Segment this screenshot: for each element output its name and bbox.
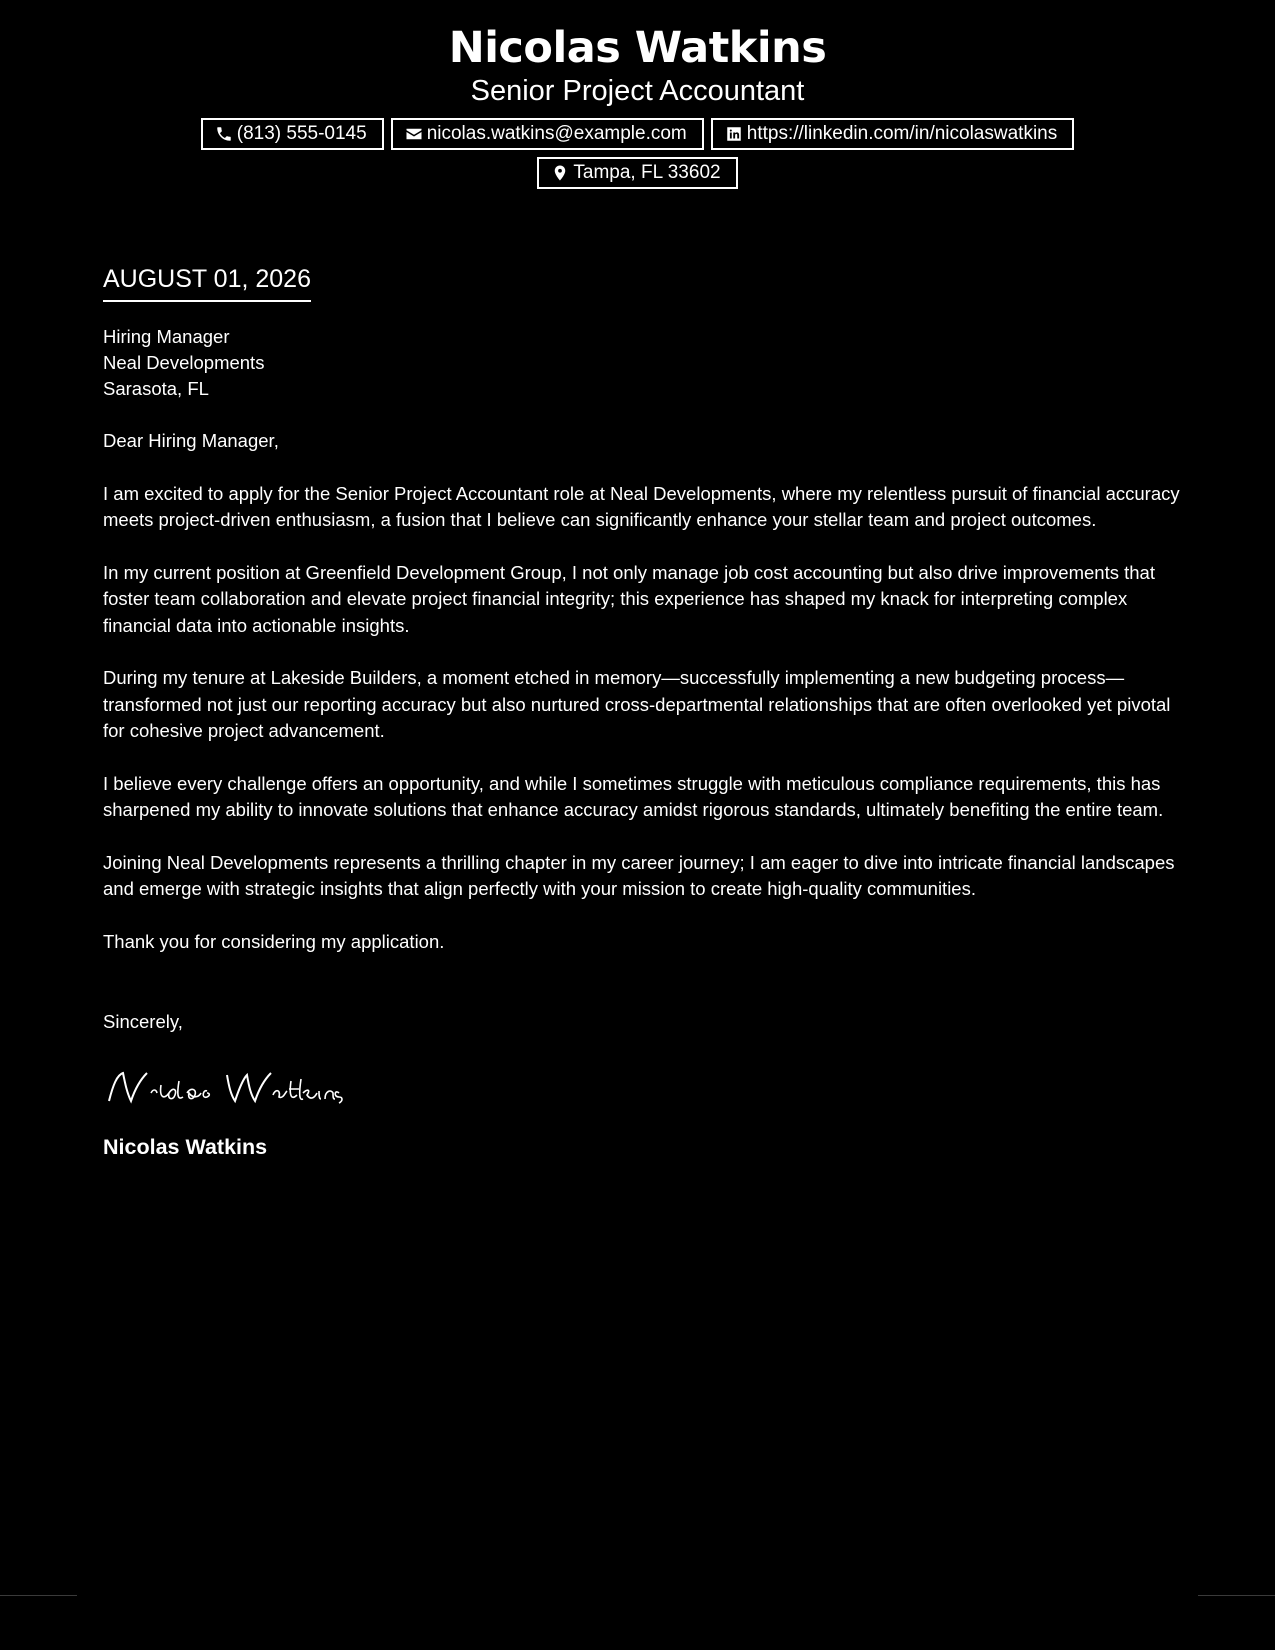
body-paragraph: During my tenure at Lakeside Builders, a moment etched in memory—successfully implementing a new budgeting process—transformed not just our reporting accuracy but also nurtured cross-departmental relationships that are often overlooked yet pivotal for cohesive project advancement.	[103, 667, 1171, 741]
recipient-block	[103, 324, 1183, 402]
location-text: Tampa, FL 33602	[573, 162, 721, 183]
closing: Sincerely,	[103, 1011, 183, 1032]
contact-phone[interactable]	[201, 118, 384, 150]
signature-image	[103, 1063, 363, 1113]
linkedin-icon	[725, 125, 743, 143]
map-marker-icon	[551, 164, 569, 182]
phone-icon	[215, 125, 233, 143]
body-paragraph: In my current position at Greenfield Development Group, I not only manage job cost accounting but also drive improvements that foster team collaboration and elevate project financial integrity; this experience has shaped my knack for interpreting complex financial data into actionable insights.	[103, 561, 1155, 636]
body-paragraph: I believe every challenge offers an opportunity, and while I sometimes struggle with meticulous compliance requirements, this has sharpened my ability to innovate solutions that enhance accuracy amidst rigorous standards, ultimately benefiting the entire team.	[103, 772, 1164, 820]
body-paragraph: Thank you for considering my application.	[103, 930, 445, 952]
recipient-line: Sarasota, FL	[103, 378, 209, 399]
body-paragraph: Joining Neal Developments represents a thrilling chapter in my career journey; I am eager to dive into intricate financial landscapes and emerge with strategic insights that align perfectly with your mission to create high-quality communities.	[103, 851, 1175, 899]
applicant-name: Nicolas Watkins	[448, 23, 827, 73]
contact-linkedin[interactable]	[711, 118, 1074, 150]
recipient-line: Neal Developments	[103, 352, 265, 373]
salutation: Dear Hiring Manager,	[103, 430, 279, 451]
body-paragraph: I am excited to apply for the Senior Project Accountant role at Neal Developments, where my relentless pursuit of financial accuracy meets project-driven enthusiasm, a fusion that I believe can significantly enhance your stellar team and project outcomes.	[103, 482, 1180, 530]
linkedin-text: https://linkedin.com/in/nicolaswatkins	[746, 123, 1058, 144]
recipient-line: Hiring Manager	[103, 326, 230, 347]
footer-divider-left	[0, 1595, 77, 1596]
footer-divider-right	[1198, 1595, 1275, 1596]
phone-text: (813) 555-0145	[236, 123, 367, 144]
contact-email[interactable]	[391, 118, 704, 150]
letter-header	[0, 0, 1275, 189]
signed-name: Nicolas Watkins	[103, 1135, 268, 1159]
contact-location	[537, 157, 737, 189]
letter-body	[103, 264, 1183, 1160]
handwritten-signature	[103, 1063, 1183, 1113]
applicant-title: Senior Project Accountant	[470, 75, 805, 107]
envelope-icon	[405, 125, 423, 143]
email-text: nicolas.watkins@example.com	[426, 123, 687, 144]
letter-date: AUGUST 01, 2026	[103, 264, 311, 302]
contact-list	[188, 118, 1088, 189]
